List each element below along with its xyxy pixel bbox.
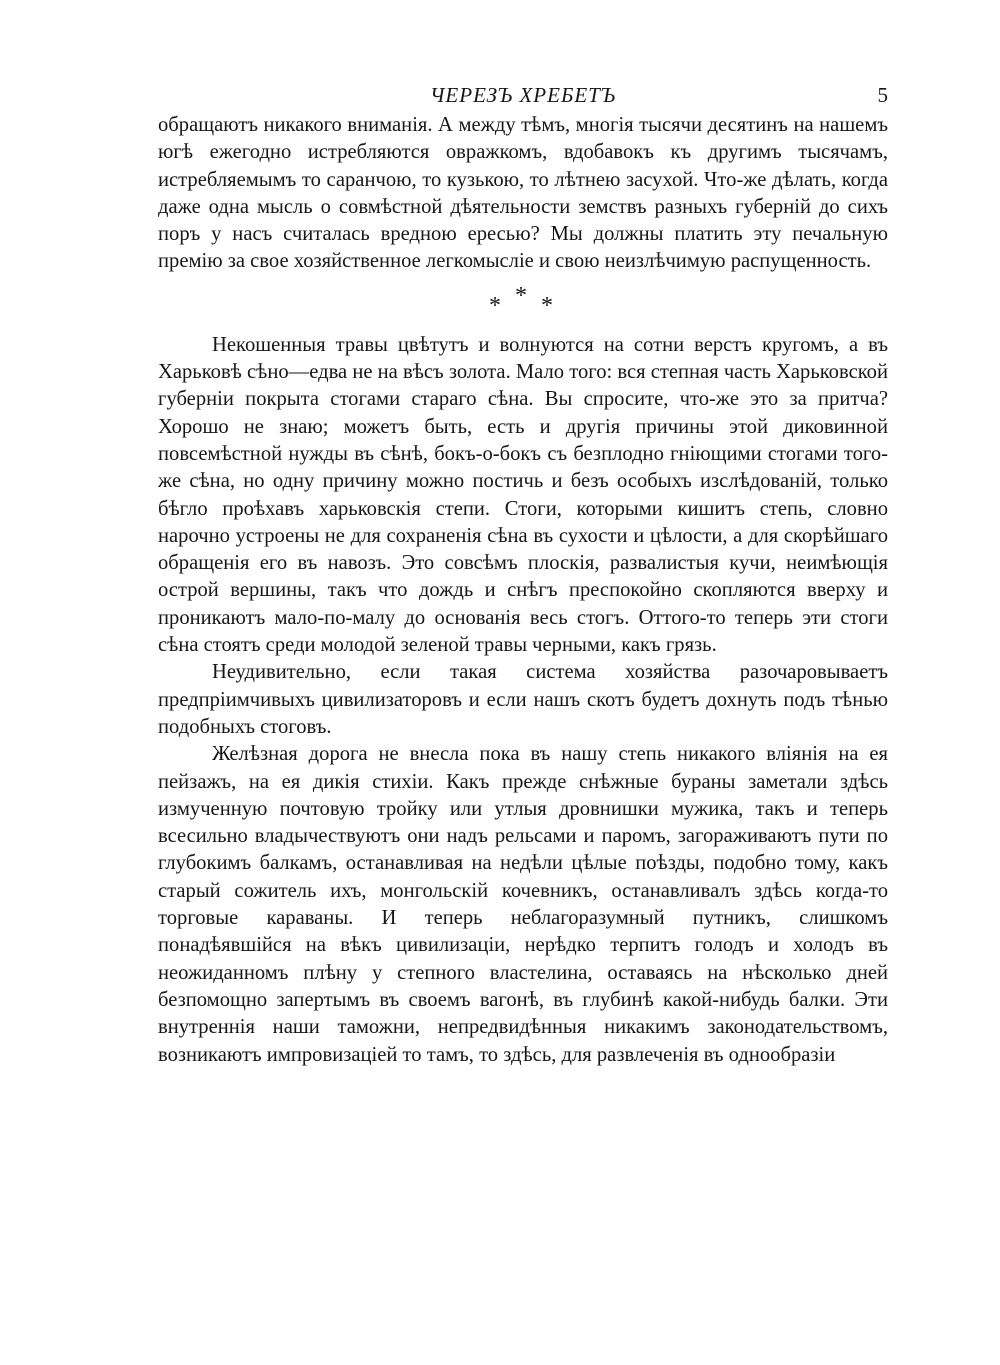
paragraph-farming-system: Неудивительно, если такая система хозяйства разочаровываетъ предпріимчивыхъ цивилизаторовъ и если нашъ скотъ будетъ дохнуть подъ тѣнью подобныхъ стоговъ. [158, 661, 888, 738]
page-number: 5 [877, 83, 888, 107]
separator-star-middle: * [515, 282, 531, 309]
section-separator [158, 276, 888, 332]
page-header [158, 80, 888, 112]
running-title: ЧЕРЕЗЪ ХРЕБЕТЪ [429, 83, 617, 107]
paragraph-continued: обращаютъ никакого вниманія. А между тѣмъ, многія тысячи десятинъ на нашемъ югѣ ежегодно истребляются овражкомъ, вдобавокъ къ другимъ тысячамъ, истребляемымъ то саранчою, то кузькою, то лѣтнею засухой. Что-же дѣлать, когда даже одна мысль о совмѣстной дѣятельности земствъ разныхъ губерній до сихъ поръ у насъ считалась вредною ересью? Мы должны платить эту печальную премію за свое хозяйственное легкомысліе и свою неизлѣчимую распущенность. [158, 114, 888, 273]
paragraph-hay-stacks: Некошенныя травы цвѣтутъ и волнуются на сотни верстъ кругомъ, а въ Харьковѣ сѣно—едва не на вѣсъ золота. Мало того: вся степная часть Харьковской губерніи покрыта стогами стараго сѣна. Вы спросите, что-же это за притча? Хорошо не знаю; можетъ быть, есть и другія причины этой диковинной повсемѣстной нужды въ сѣнѣ, бокъ-о-бокъ съ безплодно гніющими стогами того-же сѣна, но одну причину можно постичь и безъ особыхъ изслѣдованій, только бѣгло проѣхавъ харьковскія степи. Стоги, которыми кишитъ степь, словно нарочно устроены не для сохраненія сѣна въ сухости и цѣлости, а для скорѣйшаго обращенія его въ навозъ. Это совсѣмъ плоскія, развалистыя кучи, неимѣющія острой вершины, такъ что дождь и снѣгъ преспокойно скопляются вверху и проникаютъ мало-по-малу до основанія весь стогъ. Оттого-то теперь эти стоги сѣна стоятъ среди молодой зеленой травы черными, какъ грязь. [158, 333, 888, 657]
separator-star-right: * [541, 292, 557, 319]
paragraph-railway: Желѣзная дорога не внесла пока въ нашу степь никакого вліянія на ея пейзажъ, на ея дикія стихіи. Какъ прежде снѣжные бураны заметали здѣсь измученную почтовую тройку или утлыя дровнишки мужика, такъ и теперь всесильно владычествуютъ они надъ рельсами и паромъ, загораживаютъ пути по глубокимъ балкамъ, останавливая на недѣли цѣлые поѣзды, подобно тому, какъ старый сожитель ихъ, монгольскій кочевникъ, останавливалъ здѣсь когда-то торговые караваны. И теперь неблагоразумный путникъ, слишкомъ понадѣявшійся на вѣкъ цивилизаціи, нерѣдко терпитъ голодъ и холодъ въ неожиданномъ плѣну у степного властелина, оставаясь на нѣсколько дней безпомощно запертымъ въ своемъ вагонѣ, въ глубинѣ какой-нибудь балки. Эти внутреннія наши таможни, непредвидѣнныя никакимъ законодательствомъ, возникаютъ импровизаціей то тамъ, то здѣсь, для развлеченія въ однообразіи [158, 743, 888, 1066]
separator-star-left: * [489, 292, 505, 319]
body-text [158, 112, 888, 1069]
book-page [158, 80, 888, 1069]
